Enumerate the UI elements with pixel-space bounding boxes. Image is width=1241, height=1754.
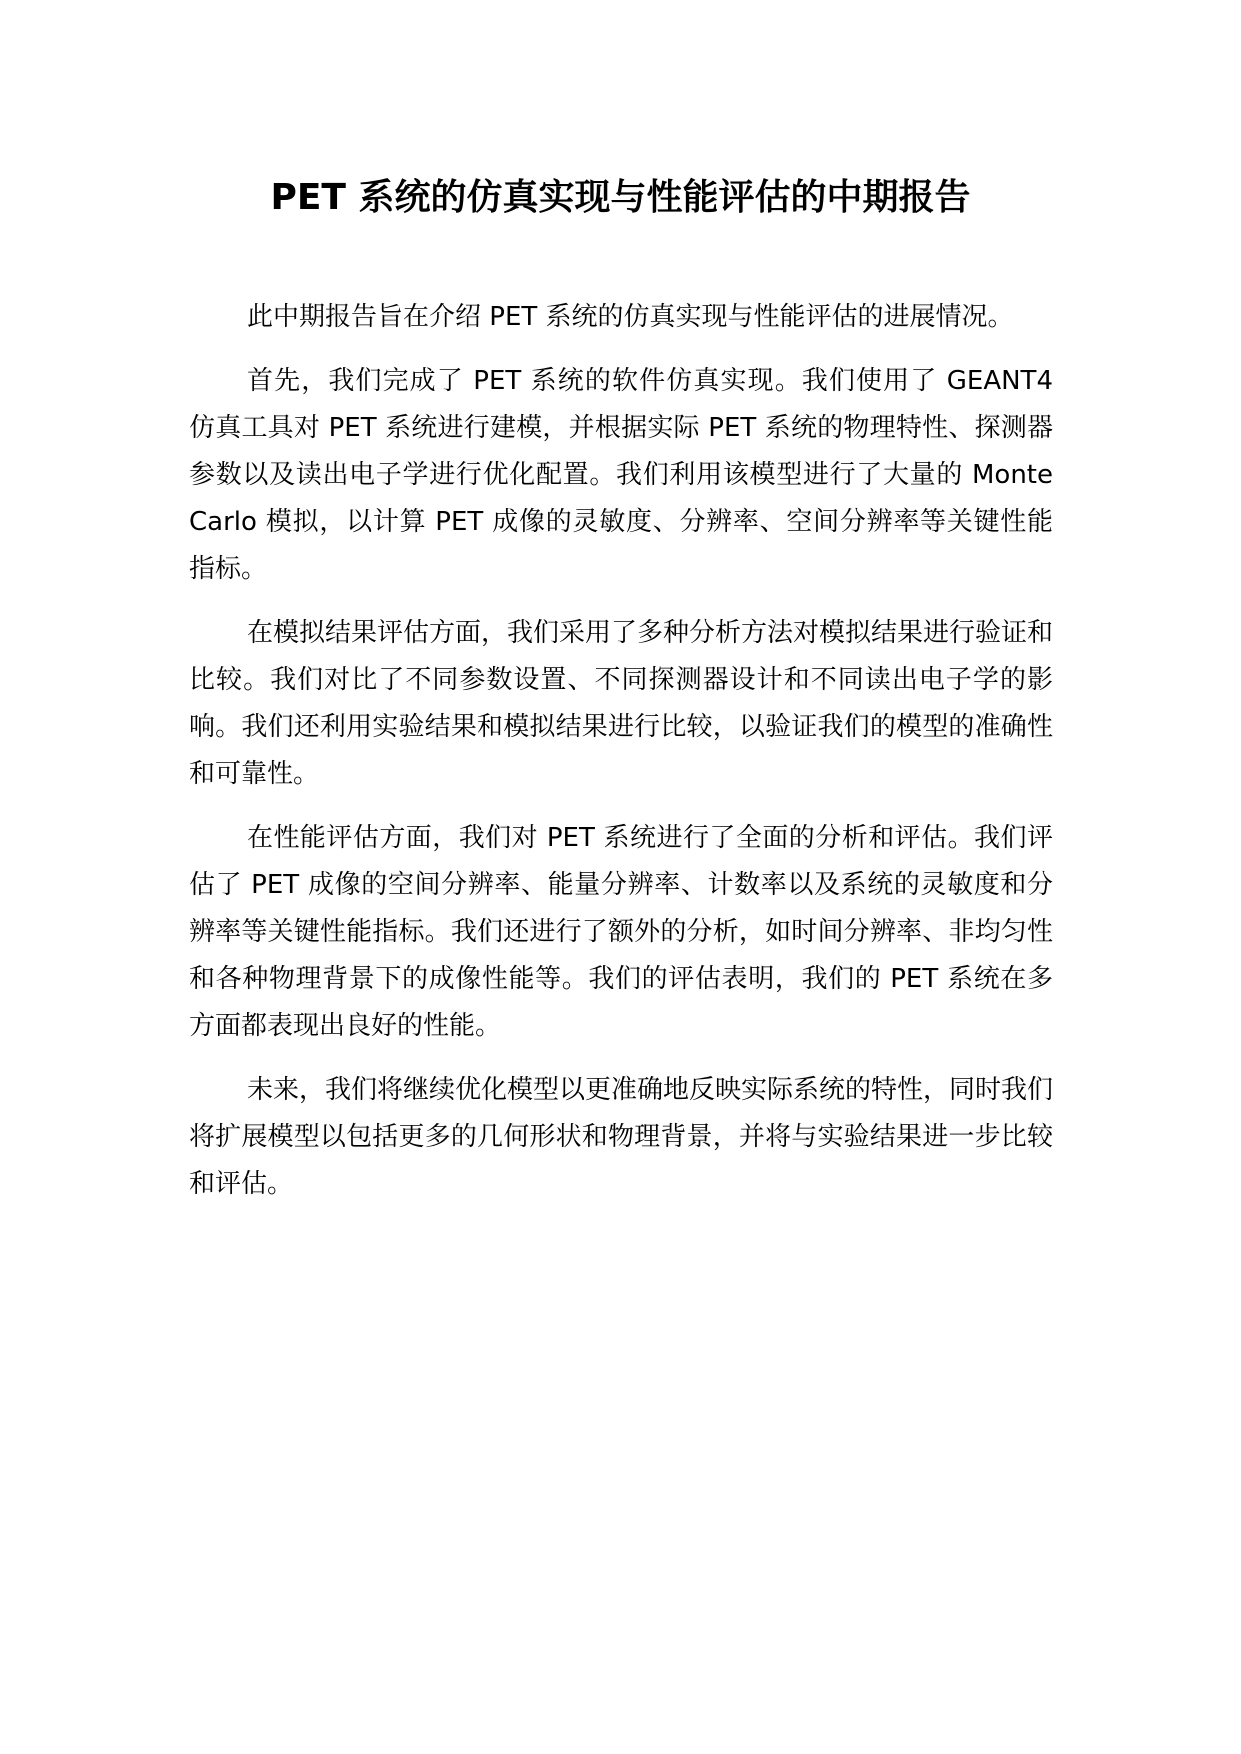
- document-title: PET 系统的仿真实现与性能评估的中期报告: [270, 177, 971, 218]
- paragraph-simulation: 首先，我们完成了 PET 系统的软件仿真实现。我们使用了 GEANT4 仿真工具对 PET 系统进行建模，并根据实际 PET 系统的物理特性、探测器参数以及读出电子学进行优化配置。我们利用该模型进行了大量的 Monte Carlo 模拟，以计算 PET 成像的灵敏度、分辨率、空间分辨率等关键性能指标。: [189, 366, 1053, 584]
- paragraph-future-work: 未来，我们将继续优化模型以更准确地反映实际系统的特性，同时我们将扩展模型以包括更多的几何形状和物理背景，并将与实验结果进一步比较和评估。: [189, 1075, 1054, 1199]
- paragraph-intro: 此中期报告旨在介绍 PET 系统的仿真实现与性能评估的进展情况。: [247, 302, 1014, 332]
- paragraph-evaluation-of-results: 在模拟结果评估方面，我们采用了多种分析方法对模拟结果进行验证和比较。我们对比了不同参数设置、不同探测器设计和不同读出电子学的影响。我们还利用实验结果和模拟结果进行比较，以验证我们的模型的准确性和可靠性。: [189, 618, 1054, 789]
- document-body: [189, 294, 1053, 1225]
- paragraph-performance-evaluation: 在性能评估方面，我们对 PET 系统进行了全面的分析和评估。我们评估了 PET 成像的空间分辨率、能量分辨率、计数率以及系统的灵敏度和分辨率等关键性能指标。我们还进行了额外的分析，如时间分辨率、非均匀性和各种物理背景下的成像性能等。我们的评估表明，我们的 PET 系统在多方面都表现出良好的性能。: [189, 823, 1053, 1041]
